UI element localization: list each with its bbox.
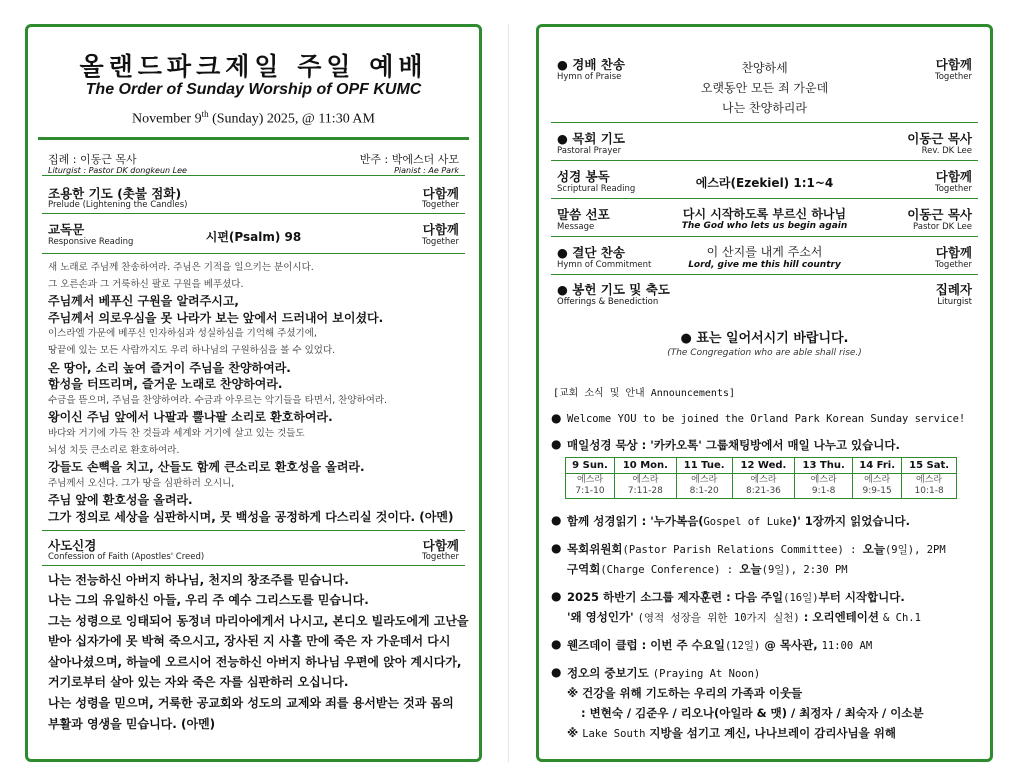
reading-line: 주님께서 베푸신 구원을 알려주시고,: [48, 294, 239, 309]
announcement-wednesday-club: ● 웬즈데이 클럽 : 이번 주 수요일(12일) @ 목사관, 11:00 AM: [551, 637, 873, 652]
responsive-row: [42, 214, 465, 254]
officiants-row: [42, 140, 465, 176]
schedule-day: 10 Mon.: [615, 458, 677, 474]
praise-row: [551, 27, 978, 123]
prelude-who: 다함께: [422, 186, 459, 201]
bullet-icon: ●: [551, 411, 562, 425]
bullet-icon: ●: [551, 437, 562, 451]
announcement-daily-bible: ● 매일성경 묵상 : '카카오톡' 그룹채팅방에서 매일 나누고 있습니다.: [551, 437, 900, 452]
service-date: November 9th (Sunday) 2025, @ 11:30 AM: [132, 109, 375, 127]
schedule-cell: 에스라 8:1-20: [676, 474, 732, 499]
offering-row: [551, 275, 978, 311]
announcement-small-group: ● 2025 하반기 소그룹 제자훈련 : 다음 주일(16일)부터 시작합니다.: [551, 589, 905, 604]
page-divider: [508, 24, 509, 762]
reading-line: 그가 정의로 세상을 심판하시며, 뭇 백성을 공정하게 다스리실 것이다. (아멘): [48, 509, 454, 524]
reading-line: 땅끝에 있는 모든 사람까지도 우리 하나님의 구원하심을 볼 수 있었다.: [48, 344, 336, 356]
commitment-row: [551, 237, 978, 275]
reading-line: 온 땅아, 소리 높여 즐거이 주님을 찬양하여라.: [48, 360, 291, 375]
scripture-who: 다함께: [935, 169, 972, 184]
schedule-day: 14 Fri.: [853, 458, 902, 474]
creed-line: 거기로부터 살아 있는 자와 죽은 자를 심판하러 오십니다.: [48, 675, 349, 690]
commitment-who: 다함께: [935, 245, 972, 260]
responsive-psalm: 시편(Psalm) 98: [205, 230, 302, 244]
stand-notice: ● 표는 일어서시기 바랍니다.: [680, 331, 849, 346]
offering-who-english: Liturgist: [937, 297, 972, 307]
pastoral-who-english: Rev. DK Lee: [921, 146, 972, 156]
title-korean: 올랜드파크제일 주일 예배: [79, 52, 428, 81]
prelude-english: Prelude (Lightening the Candles): [48, 200, 188, 210]
creed-line: 받아 십자가에 못 박혀 죽으시고, 장사된 지 사흘 만에 죽은 자 가운데서 다시: [48, 634, 451, 649]
creed-line: 살아나셨으며, 하늘에 오르시어 전능하신 아버지 하나님 우편에 앉아 계시다가,: [48, 654, 462, 669]
message-row: [551, 199, 978, 237]
offering-who: 집례자: [935, 282, 972, 297]
pastoral-prayer-row: [551, 123, 978, 161]
reading-line: 주님께서 오신다. 그가 땅을 심판하러 오시니,: [48, 477, 235, 489]
reading-line: 왕이신 주님 앞에서 나팔과 뿔나팔 소리로 환호하여라.: [48, 410, 333, 425]
announcement-welcome: ● Welcome YOU to be joined the Orland Park Korean Sunday service!: [551, 411, 966, 425]
creed-line: 나는 전능하신 아버지 하나님, 천지의 창조주를 믿습니다.: [48, 572, 349, 587]
pastoral-title: ● 목회 기도: [557, 131, 625, 146]
liturgist-label: 집례 : 이동근 목사: [48, 153, 137, 166]
bullet-icon: ●: [551, 665, 562, 679]
praise-hymn-line1: 찬양하세: [741, 61, 788, 75]
scripture-who-english: Together: [934, 184, 972, 194]
announcement-noon-prayer: ● 정오의 중보기도 (Praying At Noon): [551, 665, 761, 680]
pastoral-english: Pastoral Prayer: [557, 146, 622, 156]
reading-line: 바다와 거기에 가득 찬 것들과 세계와 거기에 살고 있는 것들도: [48, 427, 305, 439]
reading-line: 함성을 터뜨리며, 즐거운 노래로 찬양하여라.: [48, 377, 283, 392]
bullet-icon: ●: [551, 589, 562, 603]
prelude-who-english: Together: [421, 200, 459, 210]
creed-who-english: Together: [421, 551, 459, 562]
pianist-label: 반주 : 박에스더 사모: [359, 153, 459, 166]
schedule-cell: 에스라 10:1-8: [902, 474, 957, 499]
message-title: 말씀 선포: [557, 207, 610, 222]
liturgist-english: Liturgist : Pastor DK dongkeun Lee: [48, 166, 187, 175]
scripture-row: [551, 161, 978, 199]
announcement-ppr-committee: ● 목회위원회(Pastor Parish Relations Committee) : 오늘(9일), 2PM: [551, 541, 946, 556]
creed-line: 나는 성령을 믿으며, 거룩한 공교회와 성도의 교제와 죄를 용서받는 것과 몸의: [48, 696, 454, 711]
schedule-day: 9 Sun.: [566, 458, 615, 474]
commitment-hymn: 이 산지를 내게 주소서: [706, 245, 823, 259]
responsive-reading-text: [42, 254, 465, 526]
noon-prayer-names: : 변현숙 / 김준우 / 리오나(아일라 & 맷) / 최정자 / 최숙자 / 이소분: [581, 706, 924, 720]
schedule-day: 11 Tue.: [676, 458, 732, 474]
schedule-cell: 에스라 9:1-8: [795, 474, 853, 499]
bullet-icon: ●: [551, 637, 562, 651]
responsive-who: 다함께: [422, 222, 459, 237]
sermon-title-english: The God who lets us begin again: [681, 221, 848, 231]
creed-line: 그는 성령으로 잉태되어 동정녀 마리아에게서 나시고, 본디오 빌라도에게 고난을: [48, 613, 469, 628]
bible-reading-schedule: [565, 457, 957, 499]
schedule-day: 12 Wed.: [732, 458, 795, 474]
announcement-charge-conference: 구역회(Charge Conference) : 오늘(9일), 2:30 PM: [567, 562, 848, 576]
schedule-cell: 에스라 7:11-28: [615, 474, 677, 499]
scripture-title: 성경 봉독: [557, 169, 610, 184]
responsive-who-english: Together: [421, 237, 459, 247]
message-who: 이동근 목사: [907, 207, 972, 222]
responsive-english: Responsive Reading: [48, 237, 134, 247]
right-page: [536, 24, 993, 762]
commitment-title: ● 결단 찬송: [557, 245, 625, 260]
creed-who: 다함께: [422, 537, 459, 553]
schedule-cell: 에스라 9:9-15: [853, 474, 902, 499]
reading-line: 뇌성 치듯 큰소리로 환호하여라.: [48, 444, 180, 456]
noon-prayer-line1: ※ 건강을 위해 기도하는 우리의 가족과 이웃들: [567, 686, 803, 700]
reading-line: 강들도 손뼉을 치고, 산들도 함께 큰소리로 환호성을 올려라.: [48, 460, 365, 475]
message-english: Message: [557, 222, 595, 232]
reading-line: 수금을 뜯으며, 주님을 찬양하여라. 수금과 아우르는 악기들을 타면서, 찬양하여라.: [48, 394, 388, 406]
schedule-cell: 에스라 7:1-10: [566, 474, 615, 499]
schedule-day: 15 Sat.: [902, 458, 957, 474]
commitment-who-english: Together: [934, 260, 972, 270]
title-english: The Order of Sunday Worship of OPF KUMC: [85, 81, 422, 98]
stand-notice-english: (The Congregation who are able shall rise.): [667, 348, 862, 358]
schedule-cell: 에스라 8:21-36: [732, 474, 795, 499]
bullet-icon: ●: [551, 541, 562, 555]
announcements-heading: [교회 소식 및 안내 Announcements]: [553, 388, 736, 399]
commitment-english: Hymn of Commitment: [557, 260, 652, 270]
praise-hymn-line3: 나는 찬양하리라: [722, 101, 807, 115]
reading-line: 그 오른손과 그 거룩하신 팔로 구원을 베푸셨다.: [48, 278, 244, 290]
creed-text: [42, 566, 469, 739]
creed-line: 부활과 영생을 믿습니다. (아멘): [48, 716, 216, 731]
noon-prayer-line3: ※ Lake South 지방을 섬기고 계신, 나나브레이 감리사님을 위해: [567, 726, 896, 740]
commitment-hymn-english: Lord, give me this hill country: [688, 260, 841, 270]
offering-english: Offerings & Benediction: [557, 297, 659, 307]
announcement-together-reading: ● 함께 성경읽기 : '누가복음(Gospel of Luke)' 1장까지 읽었습니다.: [551, 513, 911, 528]
pastoral-who: 이동근 목사: [907, 131, 972, 146]
announcement-small-group-detail: '왜 영성인가' (영적 성장을 위한 10가지 실천) : 오리엔테이션 & Ch.1: [567, 610, 921, 624]
praise-hymn-line2: 오랫동안 모든 죄 가운데: [700, 81, 829, 95]
schedule-day: 13 Thu.: [795, 458, 853, 474]
scripture-english: Scriptural Reading: [557, 184, 636, 194]
left-page: [25, 24, 482, 762]
reading-line: 주님께서 의로우심을 못 나라가 보는 앞에서 드러내어 보이셨다.: [48, 310, 384, 325]
praise-who: 다함께: [935, 57, 972, 72]
praise-who-english: Together: [934, 72, 972, 82]
sermon-title: 다시 시작하도록 부르신 하나님: [682, 207, 847, 221]
creed-title: 사도신경: [48, 537, 97, 553]
scripture-reference: 에스라(Ezekiel) 1:1~4: [695, 176, 834, 190]
offering-title: ● 봉헌 기도 및 축도: [557, 282, 670, 297]
prelude-title: 조용한 기도 (촛불 점화): [48, 186, 182, 201]
bullet-icon: ●: [551, 513, 562, 527]
pianist-english: Pianist : Ae Park: [394, 166, 459, 175]
reading-line: 새 노래로 주님께 찬송하여라. 주님은 기적을 일으키는 분이시다.: [48, 262, 314, 273]
praise-english: Hymn of Praise: [557, 72, 622, 82]
creed-row: [42, 530, 465, 566]
reading-line: 주님 앞에 환호성을 올려라.: [48, 493, 193, 508]
message-who-english: Pastor DK Lee: [913, 222, 972, 232]
prelude-row: [42, 176, 465, 214]
reading-line: 이스라엘 가문에 베푸신 인자하심과 성실하심을 기억해 주셨기에,: [48, 328, 317, 340]
creed-english: Confession of Faith (Apostles' Creed): [48, 551, 205, 562]
praise-title: ● 경배 찬송: [557, 57, 625, 72]
creed-line: 나는 그의 유일하신 아들, 우리 주 예수 그리스도를 믿습니다.: [48, 593, 369, 608]
responsive-title: 교독문: [48, 222, 85, 237]
